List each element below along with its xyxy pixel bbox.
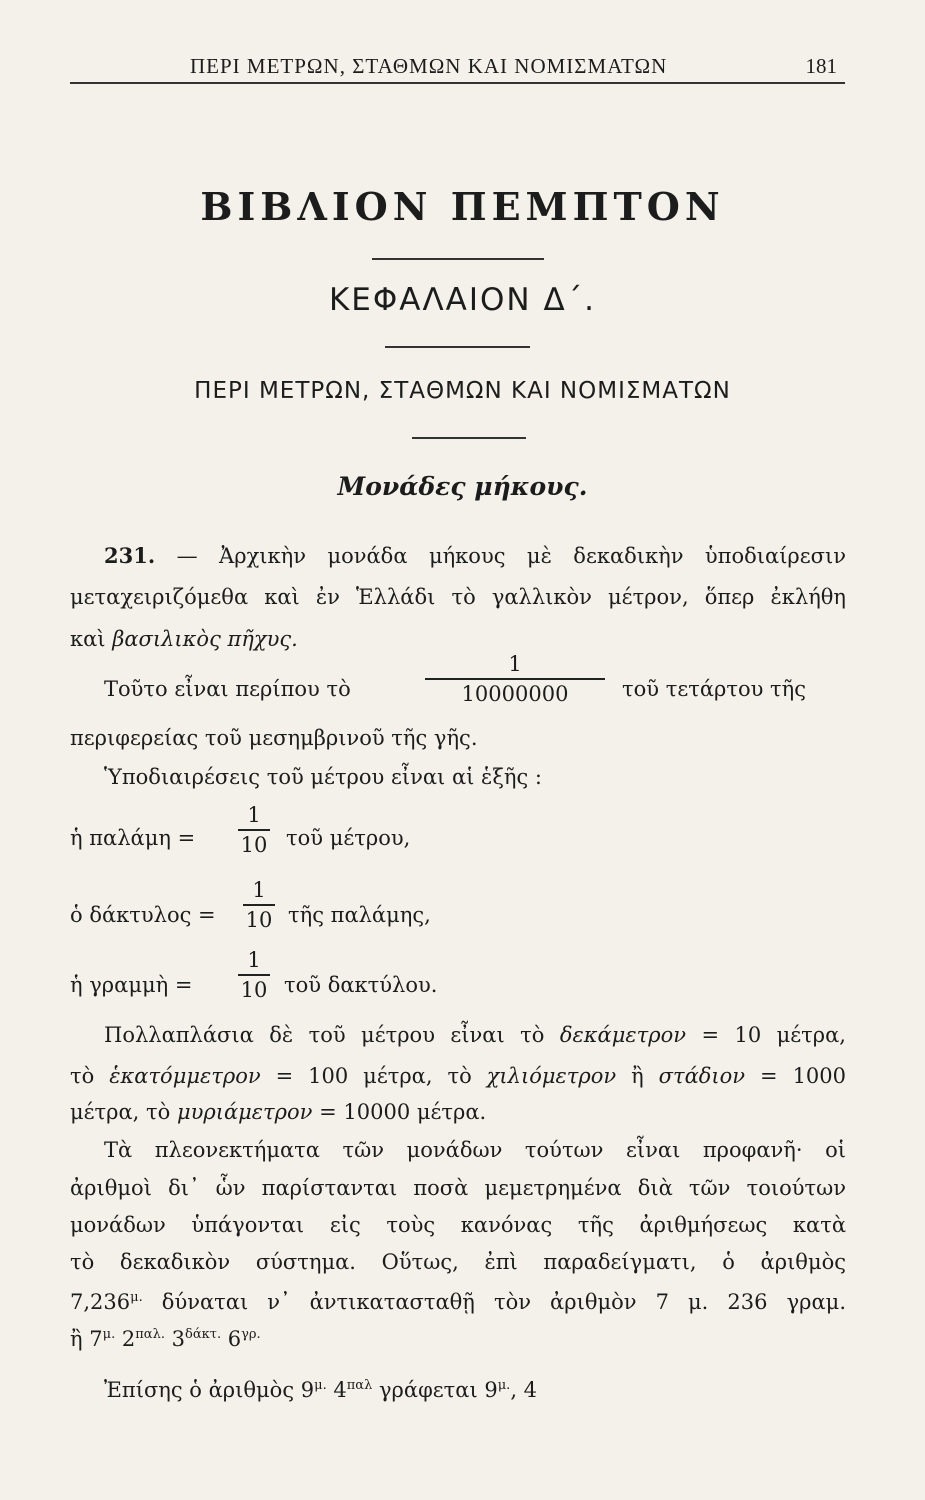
text-run: ἢ <box>616 1064 659 1088</box>
fraction-numerator: 1 <box>247 803 261 827</box>
fraction-bar <box>238 974 270 976</box>
fraction-denominator: 10 <box>240 833 268 857</box>
unit-superscript: γρ. <box>241 1327 261 1342</box>
divider <box>412 437 526 439</box>
italic-term: μυριάμετρον <box>176 1100 313 1124</box>
paragraph-line <box>104 1023 846 1047</box>
text-run: καὶ <box>70 627 113 651</box>
paragraph-line <box>70 1290 846 1314</box>
unit-superscript: δάκτ. <box>185 1327 222 1342</box>
chapter-subtitle: ΠΕΡΙ ΜΕΤΡΩΝ, ΣΤΑΘΜΩΝ ΚΑΙ ΝΟΜΙΣΜΑΤΩΝ <box>194 378 731 404</box>
subdivision-of: τῆς παλάμης, <box>288 903 431 927</box>
italic-term: ἑκατόμμετρον <box>109 1064 261 1088</box>
fraction <box>243 878 275 932</box>
text-run: ἢ 7 <box>70 1327 103 1351</box>
subdivisions-intro: Ὑποδιαιρέσεις τοῦ μέτρου εἶναι αἱ ἑξῆς : <box>104 765 542 789</box>
paragraph-line <box>104 1378 537 1402</box>
fraction-denominator: 10 <box>240 978 268 1002</box>
running-header-title: ΠΕΡΙ ΜΕΤΡΩΝ, ΣΤΑΘΜΩΝ ΚΑΙ ΝΟΜΙΣΜΑΤΩΝ <box>190 54 668 78</box>
paragraph-line: μεταχειριζόμεθα καὶ ἐν Ἑλλάδι τὸ γαλλικὸν μέτρον, ὅπερ ἐκλήθη <box>70 585 846 609</box>
text-run: 6 <box>221 1327 242 1351</box>
italic-term: χιλιόμετρον <box>486 1064 617 1088</box>
divider <box>385 346 530 348</box>
paragraph-line <box>104 543 846 568</box>
section-title: Μονάδες μήκους. <box>337 472 588 501</box>
book-title: ΒΙΒΛΙΟΝ ΠΕΜΠΤΟΝ <box>200 184 725 229</box>
fraction-denominator: 10 <box>245 908 273 932</box>
paragraph-line <box>70 1100 486 1124</box>
text-run: τὸ <box>70 1064 110 1088</box>
text-run: 7,236 <box>70 1290 131 1314</box>
fraction-bar <box>243 904 275 906</box>
text-run: δύναται ν᾽ ἀντικατασταθῇ τὸν ἀριθμὸν 7 μ. 236 γραμ. <box>142 1290 846 1314</box>
fraction-bar <box>425 678 605 680</box>
text-run: 2 <box>115 1327 136 1351</box>
unit-superscript: παλ <box>346 1378 373 1393</box>
fraction-denominator: 10000000 <box>461 682 569 706</box>
definition-text: τοῦ τετάρτου τῆς <box>622 677 807 701</box>
chapter-title: ΚΕΦΑΛΑΙΟΝ Δ΄. <box>328 282 597 318</box>
paragraph-line <box>70 1064 846 1088</box>
italic-term: στάδιον <box>658 1064 746 1088</box>
unit-superscript: μ. <box>497 1378 511 1393</box>
fraction-numerator: 1 <box>252 878 266 902</box>
subdivision-of: τοῦ δακτύλου. <box>284 973 438 997</box>
text-run: Ἐπίσης ὁ ἀριθμὸς 9 <box>104 1378 315 1402</box>
fraction <box>238 948 270 1002</box>
paragraph-line: τὸ δεκαδικὸν σύστημα. Οὕτως, ἐπὶ παραδείγματι, ὁ ἀριθμὸς <box>70 1250 846 1274</box>
text-run: — Ἀρχικὴν μονάδα μήκους μὲ δεκαδικὴν ὑποδιαίρεσιν <box>176 544 846 568</box>
paragraph-number: 231. <box>104 543 156 568</box>
text-run: μέτρα, τὸ <box>70 1100 177 1124</box>
fraction <box>238 803 270 857</box>
paragraph-line: περιφερείας τοῦ μεσημβρινοῦ τῆς γῆς. <box>70 726 478 750</box>
definition-text: Τοῦτο εἶναι περίπου τὸ <box>104 677 351 701</box>
text-run: 4 <box>326 1378 347 1402</box>
running-header <box>70 48 845 84</box>
text-run: = 1000 <box>745 1064 847 1088</box>
text-run: 3 <box>164 1327 186 1351</box>
text-run: , 4 <box>510 1378 538 1402</box>
subdivision-name: ἡ παλάμη = <box>70 826 196 850</box>
unit-superscript: παλ. <box>135 1327 165 1342</box>
text-run: = 10000 μέτρα. <box>312 1100 487 1124</box>
italic-term: βασιλικὸς πῆχυς. <box>112 627 298 651</box>
fraction-numerator: 1 <box>247 948 261 972</box>
unit-superscript: μ. <box>130 1290 143 1305</box>
fraction <box>425 652 605 706</box>
unit-superscript: μ. <box>102 1327 116 1342</box>
text-run: = 100 μέτρα, τὸ <box>260 1064 487 1088</box>
unit-superscript: μ. <box>314 1378 327 1393</box>
page-number: 181 <box>805 54 837 78</box>
text-run: = 10 μέτρα, <box>686 1023 846 1047</box>
divider <box>372 258 544 260</box>
paragraph-line: Τὰ πλεονεκτήματα τῶν μονάδων τούτων εἶναι προφανῆ· οἱ <box>104 1138 846 1162</box>
paragraph-line: μονάδων ὑπάγονται εἰς τοὺς κανόνας τῆς ἀριθμήσεως κατὰ <box>70 1213 846 1237</box>
text-run: Πολλαπλάσια δὲ τοῦ μέτρου εἶναι τὸ <box>104 1023 560 1047</box>
fraction-bar <box>238 829 270 831</box>
subdivision-name: ἡ γραμμὴ = <box>70 973 193 997</box>
subdivision-of: τοῦ μέτρου, <box>286 826 411 850</box>
paragraph-line <box>70 1327 261 1351</box>
italic-term: δεκάμετρον <box>559 1023 686 1047</box>
subdivision-name: ὁ δάκτυλος = <box>70 903 216 927</box>
paragraph-line <box>70 627 298 651</box>
text-run: γράφεται 9 <box>372 1378 498 1402</box>
fraction-numerator: 1 <box>508 652 522 676</box>
paragraph-line: ἀριθμοὶ δι᾽ ὧν παρίστανται ποσὰ μεμετρημένα διὰ τῶν τοιούτων <box>70 1176 846 1200</box>
